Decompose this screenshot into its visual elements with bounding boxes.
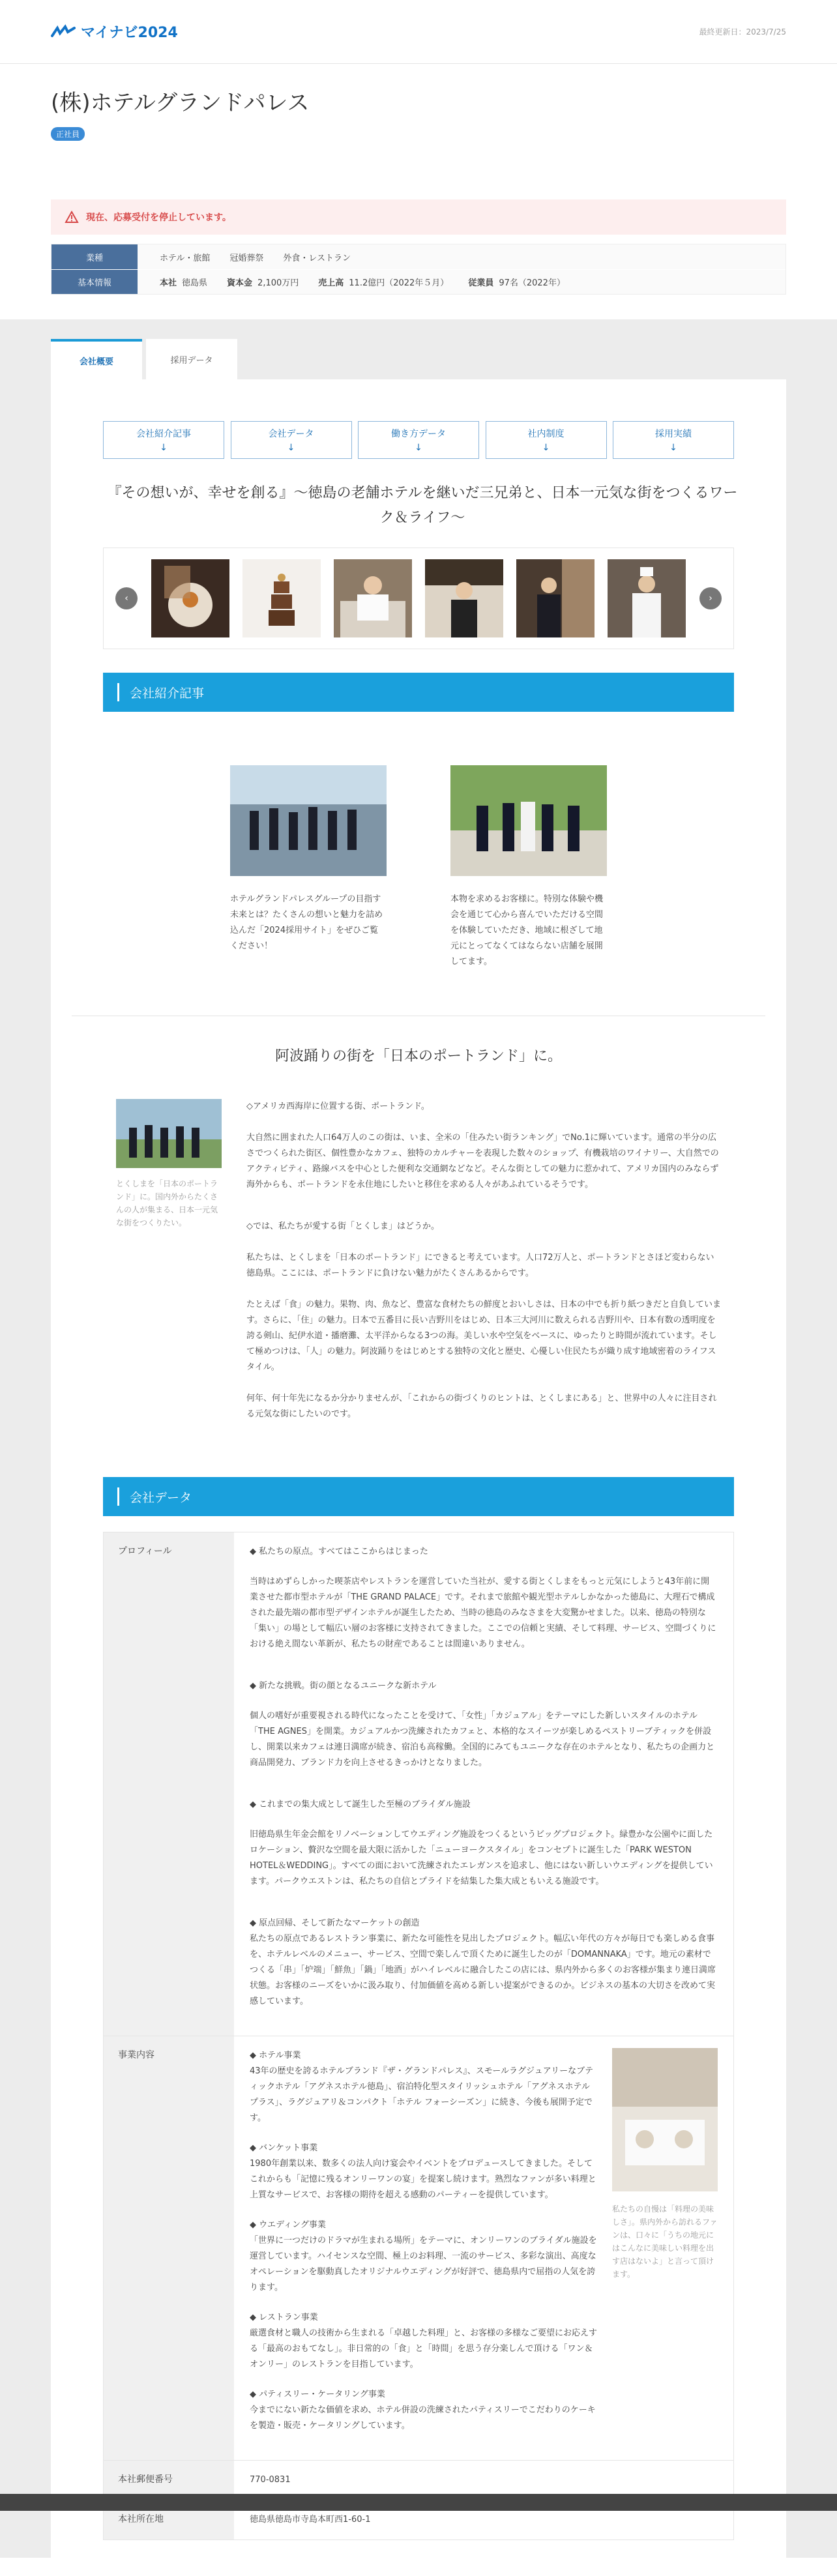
feature-paragraph: 何年、何十年先になるか分かりませんが、「これからの街づくりのヒントは、とくしまにある」と、世界中の人々に注目される元気な街にしたいのです。 xyxy=(246,1394,717,1419)
feature-paragraph: 私たちは、とくしまを「日本のポートランド」にできると考えています。人口72万人と、ポートランドとさほど変わらない徳島県。ここには、ポートランドに負けない魅力がたくさんあるからです。 xyxy=(246,1253,714,1278)
business-photo xyxy=(612,2048,718,2191)
carousel-photo[interactable] xyxy=(608,559,686,637)
alert-text: 現在、応募受付を停止しています。 xyxy=(86,212,231,223)
industry-item[interactable]: ホテル・旅館 xyxy=(160,253,211,263)
feature-paragraph: ◇では、私たちが愛する街「とくしま」はどうか。 xyxy=(246,1222,439,1231)
sales-info: 売上高 11.2億円（2022年５月） xyxy=(318,278,449,288)
content-area xyxy=(0,319,837,2558)
anchor-hiring-record[interactable]: 採用実績 ↓ xyxy=(613,421,734,459)
site-header xyxy=(0,0,837,64)
photo-carousel xyxy=(103,548,734,649)
profile-label: プロフィール xyxy=(104,1532,234,2036)
business-value: ◆ ホテル事業 43年の歴史を誇るホテルブランド『ザ・グランドパレス』、スモールラグジュアリーなブティックホテル「アグネスホテル徳島」、宿泊特化型スタイリッシュホテル「アグネスホテルプラス」、ラグジュアリ＆コンパクト「ホテル フォーシーズン」に続き、今後も展開予定です。 ◆ バンケット事業 1980年創業以来、数多くの法人向け宴会やイベントをプロデュースしてきました。そしてこれからも「記憶に残るオンリーワンの宴」を提案し続けます。熟烈なファンが多い料理と上質なサービスで、お客様の期待を超える感動のパーティーを提供しています。 ◆ ウエディング事業 「世界に一つだけのドラマが生まれる場所」をテーマに、オンリーワンのブライダル施設を運営しています。ハイセンスな空間、極上のお料理、一流のサービス、多彩な演出、高度なオペレーションを駆動真したオリジナルウエディングが好評で、徳島県内で屈指の人気を誇ります。 ◆ レストラン事業 厳選食材と職人の技術から生まれる「卓越した料理」と、お客様の多様なご要望にお応えする「最高のおもてなし」。非日常的の「食」と「時間」を思う存分楽しんで頂ける「ワン＆オンリー」のレストランを目指しています。 ◆ パティスリー・ケータリング事業 今までにない新たな価値を求め、ホテル併設の洗練されたパティスリーでこだわりのケーキを製造・販売・ケータリングしています。 私たちの自慢は「料理の美味しさ」。県内外から訪れるファンは、口々に「うちの地元にはこんなに美味しい料理を出す店はないよ」と言って頂けます。 xyxy=(234,2036,733,2460)
carousel-photo[interactable] xyxy=(151,559,229,637)
company-header xyxy=(0,64,837,141)
arrow-down-icon: ↓ xyxy=(542,443,550,453)
postal-value: 770-0831 xyxy=(250,2475,291,2485)
carousel-photo[interactable] xyxy=(425,559,503,637)
industry-row xyxy=(51,244,786,269)
arrow-down-icon: ↓ xyxy=(287,443,295,453)
carousel-photo[interactable] xyxy=(242,559,321,637)
table-row xyxy=(104,2036,733,2461)
article-photo xyxy=(230,765,387,876)
feature-photo xyxy=(116,1099,222,1168)
article-card[interactable] xyxy=(450,765,607,970)
bottom-bar xyxy=(0,2494,837,2511)
tab-bar xyxy=(51,339,837,379)
profile-value: ◆ 私たちの原点。すべてはここからはじまった 当時はめずらしかった喫茶店やレストランを運営していた当社が、愛する街とくしまをもっと元気にしようと43年前に開業させた都市型ホテルが「THE GRAND PALACE」です。それまで旅館や観光型ホテルしかなかった徳島に、大理石で構成された最先端の都市型デザインホテルが誕生したため、当時の徳島のみなさまを大変驚かせました。以来、徳島の特別な「集い」の場として幅広い層のお客様に支持されてきました。ここでの信頼と実績、そして料理、サービス、空間づくりにおける絶え間ない革新が、私たちの財産であることは間違いありません。 ◆ 新たな挑戦。街の顔となるユニークな新ホテル 個人の嗜好が重要視される時代になったことを受けて、「女性」「カジュアル」をテーマにした新しいスタイルのホテル「THE AGNES」を開業。カジュアルかつ洗練されたカフェと、本格的なスイーツが楽しめるペストリーブティックを併設し、開業以来カフェは連日満席が続き、宿泊も高稼働。全国的にみてもユニークな存在のホテルとなり、私たちの企画力と商品開発力、ブランド力を向上させるきっかけとなりました。 ◆ これまでの集大成として誕生した至極のブライダル施設 旧徳島県生年金会館をリノベーションしてウエディング施設をつくるというビッグプロジェクト。緑豊かな公園やに面したロケーション、贅沢な空間を最大限に活かした「ニューヨークスタイル」をコンセプトに誕生した「PARK WESTON HOTEL＆WEDDING」。すべての面において洗練されたエレガンスを追求し、他にはない新しいウエディングを提供しています。パークウエストンは、私たちの自信とプライドを結集した集大成ともいえる施設です。 ◆ 原点回帰、そして新たなマーケットの創造 私たちの原点であるレストラン事業に、新たな可能性を見出したプロジェクト。幅広い年代の方々が毎日でも楽しめる食事を、ホテルレベルのメニュー、サービス、空間で楽しんで頂くために誕生したのが「DOMANNAKA」です。地元の素材でつくる「串」「炉端」「鮮魚」「鍋」「地酒」がハイレベルに融合したこの店には、県内外から多くのお客様が集まり連日満席状態。お客様のニーズをいかに汲み取り、付加価値を高める新しい提案ができるのか。ビジネスの基本の大切さを改めて実感しています。 xyxy=(250,1547,716,2006)
warning-icon xyxy=(65,211,78,223)
feature-caption: とくしまを「日本のポートランド」に。国内外からたくさんの人が集まる、日本一元気な街をつくりたい。 xyxy=(116,1179,218,1227)
article-card[interactable] xyxy=(230,765,387,970)
feature-block xyxy=(103,1099,734,1438)
feature-paragraph: たとえば「食」の魅力。果物、肉、魚など、豊富な食材たちの鮮度とおいしさは、日本の中でも折り紙つきだと自負しています。さらに、「住」の魅力。日本で五番目に長い吉野川をはじめ、日本三大河川に数えられる吉野川や、日本有数の透明度を誇る剣山、紀伊水道・播磨灘、太平洋からなる3つの海。美しい水や空気をベースに、ゆったりと時間が流れています。そして極めつけは、「人」の魅力。阿波踊りをはじめとする独特の文化と歴史、心優しい住民たちが織り成す地域密着のライフスタイル。 xyxy=(246,1300,722,1372)
capital-info: 資本金 2,100万円 xyxy=(227,278,299,288)
carousel-photo[interactable] xyxy=(334,559,412,637)
carousel-photo[interactable] xyxy=(516,559,595,637)
carousel-next-button[interactable]: › xyxy=(699,587,722,609)
industry-label: 業種 xyxy=(51,244,138,269)
tab-company-overview[interactable]: 会社概要 xyxy=(51,339,142,379)
anchor-article[interactable]: 会社紹介記事 ↓ xyxy=(103,421,224,459)
anchor-work-style[interactable]: 働き方データ ↓ xyxy=(358,421,479,459)
arrow-down-icon: ↓ xyxy=(415,443,422,453)
company-info-box xyxy=(51,244,786,295)
brand-logo[interactable] xyxy=(51,22,178,42)
catch-copy: 『その想いが、幸せを創る』～徳島の老舗ホテルを継いだ三兄弟と、日本一元気な街をつくるワーク＆ライフ～ xyxy=(107,485,738,526)
feature-paragraph: ◇アメリカ西海岸に位置する街、ポートランド。 xyxy=(246,1102,430,1111)
company-data-table xyxy=(103,1532,734,2540)
arrow-down-icon: ↓ xyxy=(160,443,168,453)
industry-item[interactable]: 冠婚葬祭 xyxy=(229,253,264,263)
carousel-prev-button[interactable]: ‹ xyxy=(115,587,138,609)
feature-paragraph: 大自然に囲まれた人口64万人のこの街は、いま、全米の「住みたい街ランキング」でNo.1に輝いています。通常の半分の広さでつくられた街区、個性豊かなカフェ、独特のカルチャーを表現した数々のショップ、有機栽培のワイナリー、大自然でのアクティビティ、路線バスを中心とした便利な交通網などなど。そんな街としての魅力に惹かれて、アメリカ国内のみならず海外からも、ポートランドを永住地にしたいと移住を求める人々があふれているそうです。 xyxy=(246,1133,719,1190)
basic-info-label: 基本情報 xyxy=(51,270,138,294)
business-label: 事業内容 xyxy=(104,2036,234,2460)
alert-banner xyxy=(51,199,786,235)
anchor-internal-system[interactable]: 社内制度 ↓ xyxy=(486,421,607,459)
article-text: ホテルグランドパレスグループの目指す未来とは？たくさんの想いと魅力を詰め込んだ「2024採用サイト」をぜひご覧ください！ xyxy=(230,894,383,951)
employees-info: 従業員 97名（2022年） xyxy=(468,278,565,288)
tab-recruit-data[interactable]: 採用データ xyxy=(146,339,237,379)
last-updated: 最終更新日：2023/7/25 xyxy=(699,27,786,37)
anchor-company-data[interactable]: 会社データ ↓ xyxy=(231,421,352,459)
main-card xyxy=(51,379,786,2576)
table-row xyxy=(104,1532,733,2036)
feature-title: 阿波踊りの街を「日本のポートランド」に。 xyxy=(274,1048,562,1064)
brand-name: マイナビ2024 xyxy=(81,25,178,41)
feature-body xyxy=(246,1099,721,1438)
mynavi-logo-icon xyxy=(51,25,76,38)
anchor-links xyxy=(103,421,734,459)
address-label: 本社所在地 xyxy=(104,2500,234,2539)
address-value: 徳島県徳島市寺島本町西1-60-1 xyxy=(250,2515,371,2525)
industry-item[interactable]: 外食・レストラン xyxy=(283,253,351,263)
section-header-article: 会社紹介記事 xyxy=(103,673,734,712)
hq-info: 本社 徳島県 xyxy=(160,278,208,288)
basic-info-row xyxy=(51,269,786,294)
article-list xyxy=(103,765,734,970)
company-name: (株)ホテルグランドパレス xyxy=(51,90,310,116)
article-photo xyxy=(450,765,607,876)
section-header-company-data: 会社データ xyxy=(103,1477,734,1516)
business-caption: 私たちの自慢は「料理の美味しさ」。県内外から訪れるファンは、口々に「うちの地元にはこんなに美味しい料理を出す店はないよ」と言って頂けます。 xyxy=(612,2204,718,2279)
postal-label: 本社郵便番号 xyxy=(104,2461,234,2500)
employment-badge: 正社員 xyxy=(51,127,85,141)
arrow-down-icon: ↓ xyxy=(669,443,677,453)
article-text: 本物を求めるお客様に。特別な体験や機会を通じて心から喜んでいただける空間を体験していただき、地域に根ざして地元にとってなくてはならない店舗を展開してます。 xyxy=(450,894,604,967)
